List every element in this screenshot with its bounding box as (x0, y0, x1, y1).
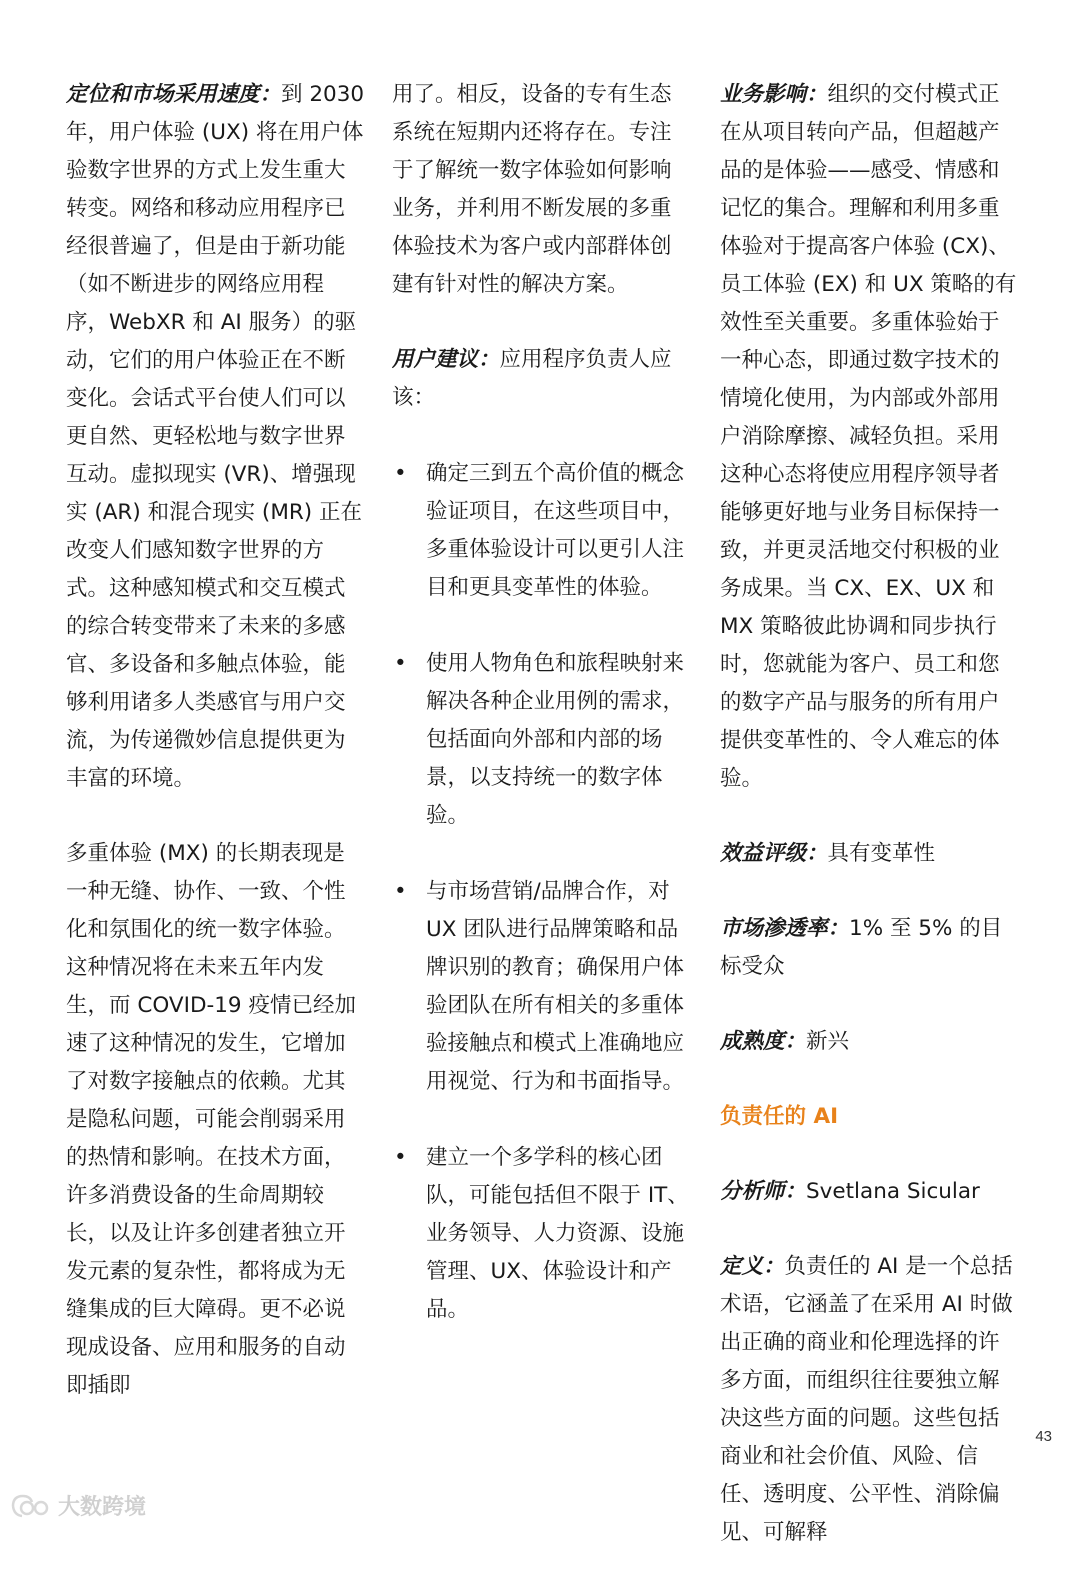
page-number: 43 (1035, 1428, 1052, 1445)
label-penetration: 市场渗透率： (720, 916, 850, 941)
label-impact: 业务影响： (720, 82, 828, 107)
list-item (392, 1139, 692, 1329)
paragraph-positioning (66, 76, 366, 798)
text-positioning: 到 2030 年，用户体验 (UX) 将在用户体验数字世界的方式上发生重大转变。网络和移动应用程序已经很普遍了，但是由于新功能（如不断进步的网络应用程序，WebXR 和 AI 服务）的驱动，它们的用户体验正在不断变化。会话式平台使人们可以更自然、更轻松地与数字世界互动。虚拟现实 (VR)、增强现实 (AR) 和混合现实 (MR) 正在改变人们感知数字世界的方式。这种感知模式和交互模式的综合转变带来了未来的多感官、多设备和多触点体验，能够利用诸多人类感官与用户交流，为传递微妙信息提供更为丰富的环境。 (66, 82, 365, 791)
list-item-text: 与市场营销/品牌合作，对 UX 团队进行品牌策略和品牌识别的教育；确保用户体验团队在所有相关的多重体验接触点和模式上准确地应用视觉、行为和书面指导。 (426, 879, 685, 1094)
label-maturity: 成熟度： (720, 1029, 807, 1054)
paragraph-definition (720, 1248, 1018, 1552)
bullet-icon: • (394, 651, 407, 676)
paragraph-analyst (720, 1173, 1018, 1211)
paragraph-penetration (720, 910, 1018, 986)
paragraph-maturity (720, 1023, 1018, 1061)
column-middle (392, 76, 692, 1367)
watermark-logo-icon (10, 1493, 54, 1519)
paragraph-mx (66, 835, 366, 1405)
text-impact: 组织的交付模式正在从项目转向产品，但超越产品的是体验——感受、情感和记忆的集合。理解和利用多重体验对于提高客户体验 (CX)、员工体验 (EX) 和 UX 策略的有效性至关重要。多重体验始于一种心态，即通过数字技术的情境化使用，为内部或外部用户消除摩擦、减轻负担。采用这种心态将使应用程序领导者能够更好地与业务目标保持一致，并更灵活地交付积极的业务成果。当 CX、EX、UX 和 MX 策略彼此协调和同步执行时，您就能为客户、员工和您的数字产品与服务的所有用户提供变革性的、令人难忘的体验。 (720, 82, 1017, 791)
text-recommendations: 应用程序负责人应该： (392, 347, 672, 410)
column-right (720, 76, 1018, 1589)
list-item (392, 873, 692, 1101)
watermark-text: 大数跨境 (58, 1495, 147, 1520)
bullet-icon: • (394, 461, 407, 486)
label-benefit: 效益评级： (720, 841, 828, 866)
bullet-icon: • (394, 879, 407, 904)
column-left (66, 76, 366, 1442)
list-item (392, 455, 692, 607)
recommendation-list (392, 455, 692, 1329)
list-item (392, 645, 692, 835)
paragraph-recommendations (392, 341, 692, 417)
text-maturity: 新兴 (806, 1029, 850, 1054)
text-definition: 负责任的 AI 是一个总括术语，它涵盖了在采用 AI 时做出正确的商业和伦理选择的许多方面，而组织往往要独立解决这些方面的问题。这些包括商业和社会价值、风险、信任、透明度、公平性、消除偏见、可解释 (720, 1254, 1013, 1545)
list-item-text: 建立一个多学科的核心团队，可能包括但不限于 IT、业务领导、人力资源、设施管理、UX、体验设计和产品。 (426, 1145, 689, 1322)
watermark (10, 1490, 146, 1521)
list-item-text: 确定三到五个高价值的概念验证项目，在这些项目中，多重体验设计可以更引人注目和更具变革性的体验。 (426, 461, 685, 600)
text-mx: 多重体验 (MX) 的长期表现是一种无缝、协作、一致、个性化和氛围化的统一数字体验。这种情况将在未来五年内发生，而 COVID-19 疫情已经加速了这种情况的发生，它增加了对数字接触点的依赖。尤其是隐私问题，可能会削弱采用的热情和影响。在技术方面，许多消费设备的生命周期较长，以及让许多创建者独立开发元素的复杂性，都将成为无缝集成的巨大障碍。更不必说现成设备、应用和服务的自动即插即 (66, 841, 356, 1398)
label-recommendations: 用户建议： (392, 347, 500, 372)
text-benefit: 具有变革性 (827, 841, 936, 866)
label-definition: 定义： (720, 1254, 785, 1279)
paragraph-impact (720, 76, 1018, 798)
list-item-text: 使用人物角色和旅程映射来解决各种企业用例的需求，包括面向外部和内部的场景，以支持统一的数字体验。 (426, 651, 685, 828)
section-title: 负责任的 AI (720, 1104, 839, 1129)
label-positioning: 定位和市场采用速度： (66, 82, 282, 107)
text-analyst: Svetlana Sicular (806, 1179, 980, 1204)
text-continued: 用了。相反，设备的专有生态系统在短期内还将存在。专注于了解统一数字体验如何影响业务，并利用不断发展的多重体验技术为客户或内部群体创建有针对性的解决方案。 (392, 82, 672, 297)
text-penetration: 1% 至 5% 的目标受众 (720, 916, 1003, 979)
paragraph-continued (392, 76, 692, 304)
bullet-icon: • (394, 1145, 407, 1170)
paragraph-benefit (720, 835, 1018, 873)
label-analyst: 分析师： (720, 1179, 807, 1204)
